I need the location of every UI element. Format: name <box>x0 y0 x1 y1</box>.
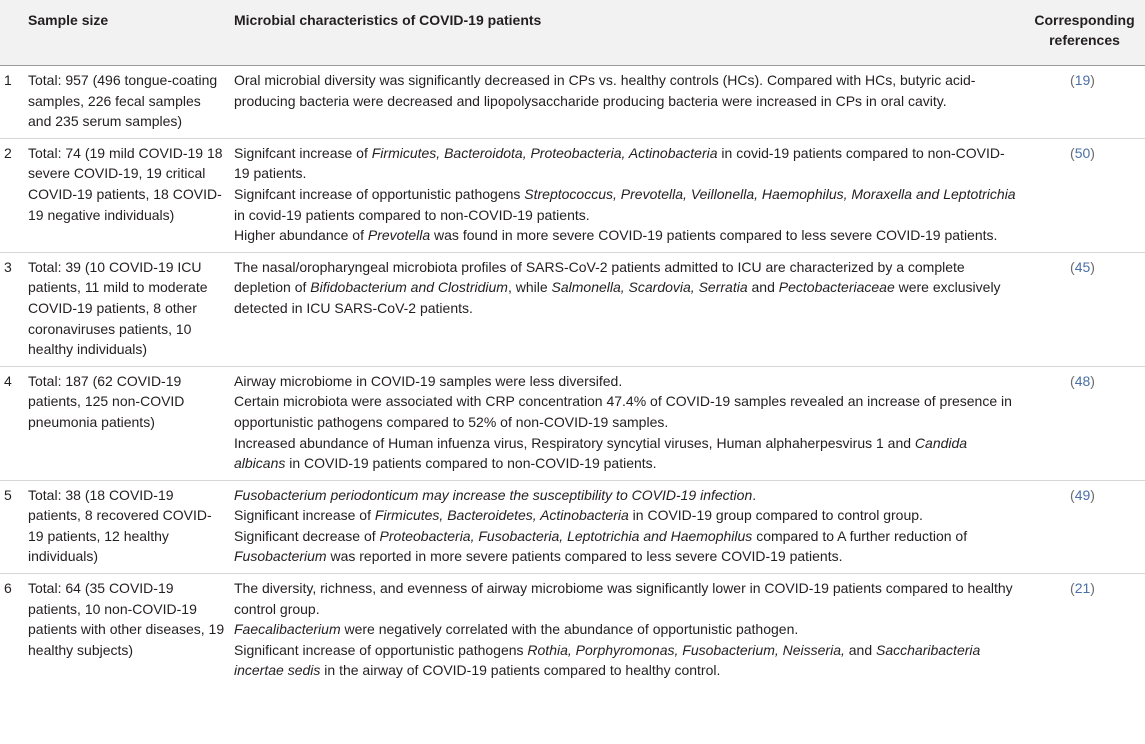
reference-paren-open: ( <box>1070 144 1075 161</box>
text-segment: was reported in more severe patients compared to less severe COVID-19 patients. <box>326 548 843 565</box>
row-number: 6 <box>4 580 12 597</box>
taxon-name: Streptococcus, Prevotella, Veillonella, Haemophilus, Moraxella and Leptotrichia <box>524 185 1016 202</box>
characteristic-line <box>234 619 1016 640</box>
text-segment: , while <box>507 279 552 296</box>
reference-paren-close: ) <box>1090 144 1095 161</box>
header-references <box>1020 0 1145 66</box>
text-segment: in covid-19 patients compared to non-COVID-19 patients. <box>234 206 590 223</box>
text-segment: in COVID-19 group compared to control group. <box>628 507 923 524</box>
text-segment: Airway microbiome in COVID-19 samples were less diversifed. <box>234 372 623 389</box>
reference-paren-open: ( <box>1070 486 1075 503</box>
header-references-line2: references <box>1049 32 1120 48</box>
text-segment: . <box>752 486 757 503</box>
header-references-line1: Corresponding <box>1034 12 1135 28</box>
taxon-name: Proteobacteria, Fusobacteria, Leptotrichia and Haemophilus <box>379 527 753 544</box>
taxon-name: Pectobacteriaceae <box>778 279 895 296</box>
reference-cell <box>1020 252 1145 366</box>
reference-paren-close: ) <box>1090 72 1095 88</box>
characteristics-cell <box>230 366 1020 480</box>
taxon-name: Firmicutes, Bacteroidetes, Actinobacteria <box>374 507 629 524</box>
text-segment: were exclusively detected in ICU SARS-CoV-2 patients. <box>234 279 1001 316</box>
reference-link[interactable]: 45 <box>1074 258 1091 275</box>
reference-paren-close: ) <box>1090 372 1095 389</box>
table-row <box>0 66 1145 139</box>
characteristic-line <box>234 184 1016 225</box>
sample-size-cell: Total: 64 (35 COVID-19 patients, 10 non-COVID-19 patients with other diseases, 19 healthy subjects) <box>28 580 225 658</box>
characteristic-line <box>234 257 1016 319</box>
text-segment: The nasal/oropharyngeal microbiota profiles of SARS-CoV-2 patients admitted to ICU are characterized by a complete depletion of <box>234 258 965 296</box>
sample-size-cell: Total: 187 (62 COVID-19 patients, 125 non-COVID pneumonia patients) <box>24 366 230 480</box>
reference-paren-close: ) <box>1090 486 1095 503</box>
table-row <box>0 574 1145 687</box>
text-segment: Significant increase of <box>234 507 375 524</box>
table-row <box>0 366 1145 480</box>
reference-link[interactable]: 49 <box>1074 486 1091 503</box>
reference-paren-open: ( <box>1070 258 1075 275</box>
row-number: 3 <box>0 252 24 366</box>
header-characteristics: Microbial characteristics of COVID-19 patients <box>230 0 1020 66</box>
text-segment: Certain microbiota were associated with CRP concentration 47.4% of COVID-19 samples revealed an increase of presence in opportunistic pathogens compared to 52% of non-COVID-19 samples. <box>234 393 1012 430</box>
characteristic-line <box>234 433 1016 474</box>
sample-size-cell: Total: 74 (19 mild COVID-19 18 severe COVID-19, 19 critical COVID-19 patients, 18 COVID-19 negative individuals) <box>24 138 230 252</box>
taxon-name: Candida albicans <box>234 434 968 472</box>
reference-cell <box>1020 138 1145 252</box>
taxon-name: Faecalibacterium <box>234 621 341 638</box>
reference-paren-open: ( <box>1070 72 1075 88</box>
text-segment: in the airway of COVID-19 patients compared to healthy control. <box>320 662 721 679</box>
reference-cell <box>1020 366 1145 480</box>
row-number: 5 <box>0 480 24 573</box>
table-header-row <box>0 0 1145 66</box>
characteristics-cell <box>230 138 1020 252</box>
table-body <box>0 66 1145 688</box>
text-segment: Significant increase of opportunistic pathogens <box>234 641 528 658</box>
taxon-name: Firmicutes, Bacteroidota, Proteobacteria, Actinobacteria <box>371 144 718 161</box>
sample-size-cell: Total: 38 (18 COVID-19 patients, 8 recovered COVID-19 patients, 12 healthy individuals) <box>24 480 230 573</box>
row-number: 1 <box>0 66 24 139</box>
characteristic-line <box>234 371 1016 392</box>
text-segment: in COVID-19 patients compared to non-COVID-19 patients. <box>285 455 657 472</box>
table-row <box>0 480 1145 573</box>
reference-paren-close: ) <box>1090 580 1095 597</box>
text-segment: compared to A further reduction of <box>752 527 968 544</box>
reference-paren-open: ( <box>1070 580 1075 597</box>
taxon-name: Prevotella <box>367 227 431 244</box>
taxon-name: Rothia, Porphyromonas, Fusobacterium, Neisseria, <box>527 641 845 658</box>
taxon-name: Fusobacterium periodonticum may increase the susceptibility to COVID-19 infection <box>234 486 753 503</box>
reference-link[interactable]: 50 <box>1074 144 1091 161</box>
characteristic-line <box>234 640 1016 681</box>
text-segment: and <box>844 641 877 658</box>
characteristic-line <box>234 143 1016 184</box>
reference-link[interactable]: 19 <box>1074 72 1091 88</box>
reference-cell <box>1020 574 1145 687</box>
characteristic-line <box>234 485 1016 506</box>
reference-link[interactable]: 48 <box>1074 372 1091 389</box>
reference-cell <box>1020 480 1145 573</box>
taxon-name: Salmonella, Scardovia, Serratia <box>551 279 748 296</box>
text-segment: Higher abundance of <box>234 227 368 244</box>
reference-cell <box>1020 66 1145 139</box>
text-segment: Oral microbial diversity was significantly decreased in CPs vs. healthy controls (HCs). Compared with HCs, butyric acid-producing bacteria were decreased and lipopolysaccharide producing bacteria were increased in CPs in oral cavity. <box>234 72 976 109</box>
text-segment: were negatively correlated with the abundance of opportunistic pathogen. <box>340 621 799 638</box>
text-segment: Signifcant increase of <box>234 144 372 161</box>
text-segment: Significant decrease of <box>234 527 380 544</box>
reference-link[interactable]: 21 <box>1074 580 1091 597</box>
table-row <box>0 252 1145 366</box>
characteristics-cell <box>230 66 1020 139</box>
characteristic-line <box>234 578 1016 619</box>
row-number: 2 <box>0 138 24 252</box>
header-sample-size: Sample size <box>0 0 230 66</box>
characteristic-line <box>234 505 1016 526</box>
text-segment: Signifcant increase of opportunistic pathogens <box>234 185 525 202</box>
sample-size-cell: Total: 957 (496 tongue-coating samples, 226 fecal samples and 235 serum samples) <box>24 66 230 139</box>
characteristics-cell <box>230 252 1020 366</box>
characteristic-line <box>234 526 1016 567</box>
text-segment: and <box>747 279 779 296</box>
characteristic-line <box>234 70 1016 111</box>
text-segment: Increased abundance of Human infuenza virus, Respiratory syncytial viruses, Human alphaherpesvirus 1 and <box>234 434 915 451</box>
characteristic-line <box>234 225 1016 246</box>
reference-paren-close: ) <box>1090 258 1095 275</box>
characteristics-cell <box>230 574 1020 687</box>
characteristics-cell <box>230 480 1020 573</box>
characteristic-line <box>234 391 1016 432</box>
reference-paren-open: ( <box>1070 372 1075 389</box>
taxon-name: Bifidobacterium and Clostridium <box>310 279 508 296</box>
sample-size-cell: Total: 39 (10 COVID-19 ICU patients, 11 mild to moderate COVID-19 patients, 8 other coronaviruses patients, 10 healthy individuals) <box>24 252 230 366</box>
text-segment: was found in more severe COVID-19 patients compared to less severe COVID-19 patients. <box>430 227 998 244</box>
table-row <box>0 138 1145 252</box>
taxon-name: Fusobacterium <box>234 548 327 565</box>
text-segment: The diversity, richness, and evenness of airway microbiome was significantly lower in COVID-19 patients compared to healthy control group. <box>234 580 1013 617</box>
taxon-name: Saccharibacteria incertae sedis <box>234 641 981 679</box>
row-number: 4 <box>0 366 24 480</box>
text-segment: in covid-19 patients compared to non-COVID-19 patients. <box>234 144 1005 182</box>
